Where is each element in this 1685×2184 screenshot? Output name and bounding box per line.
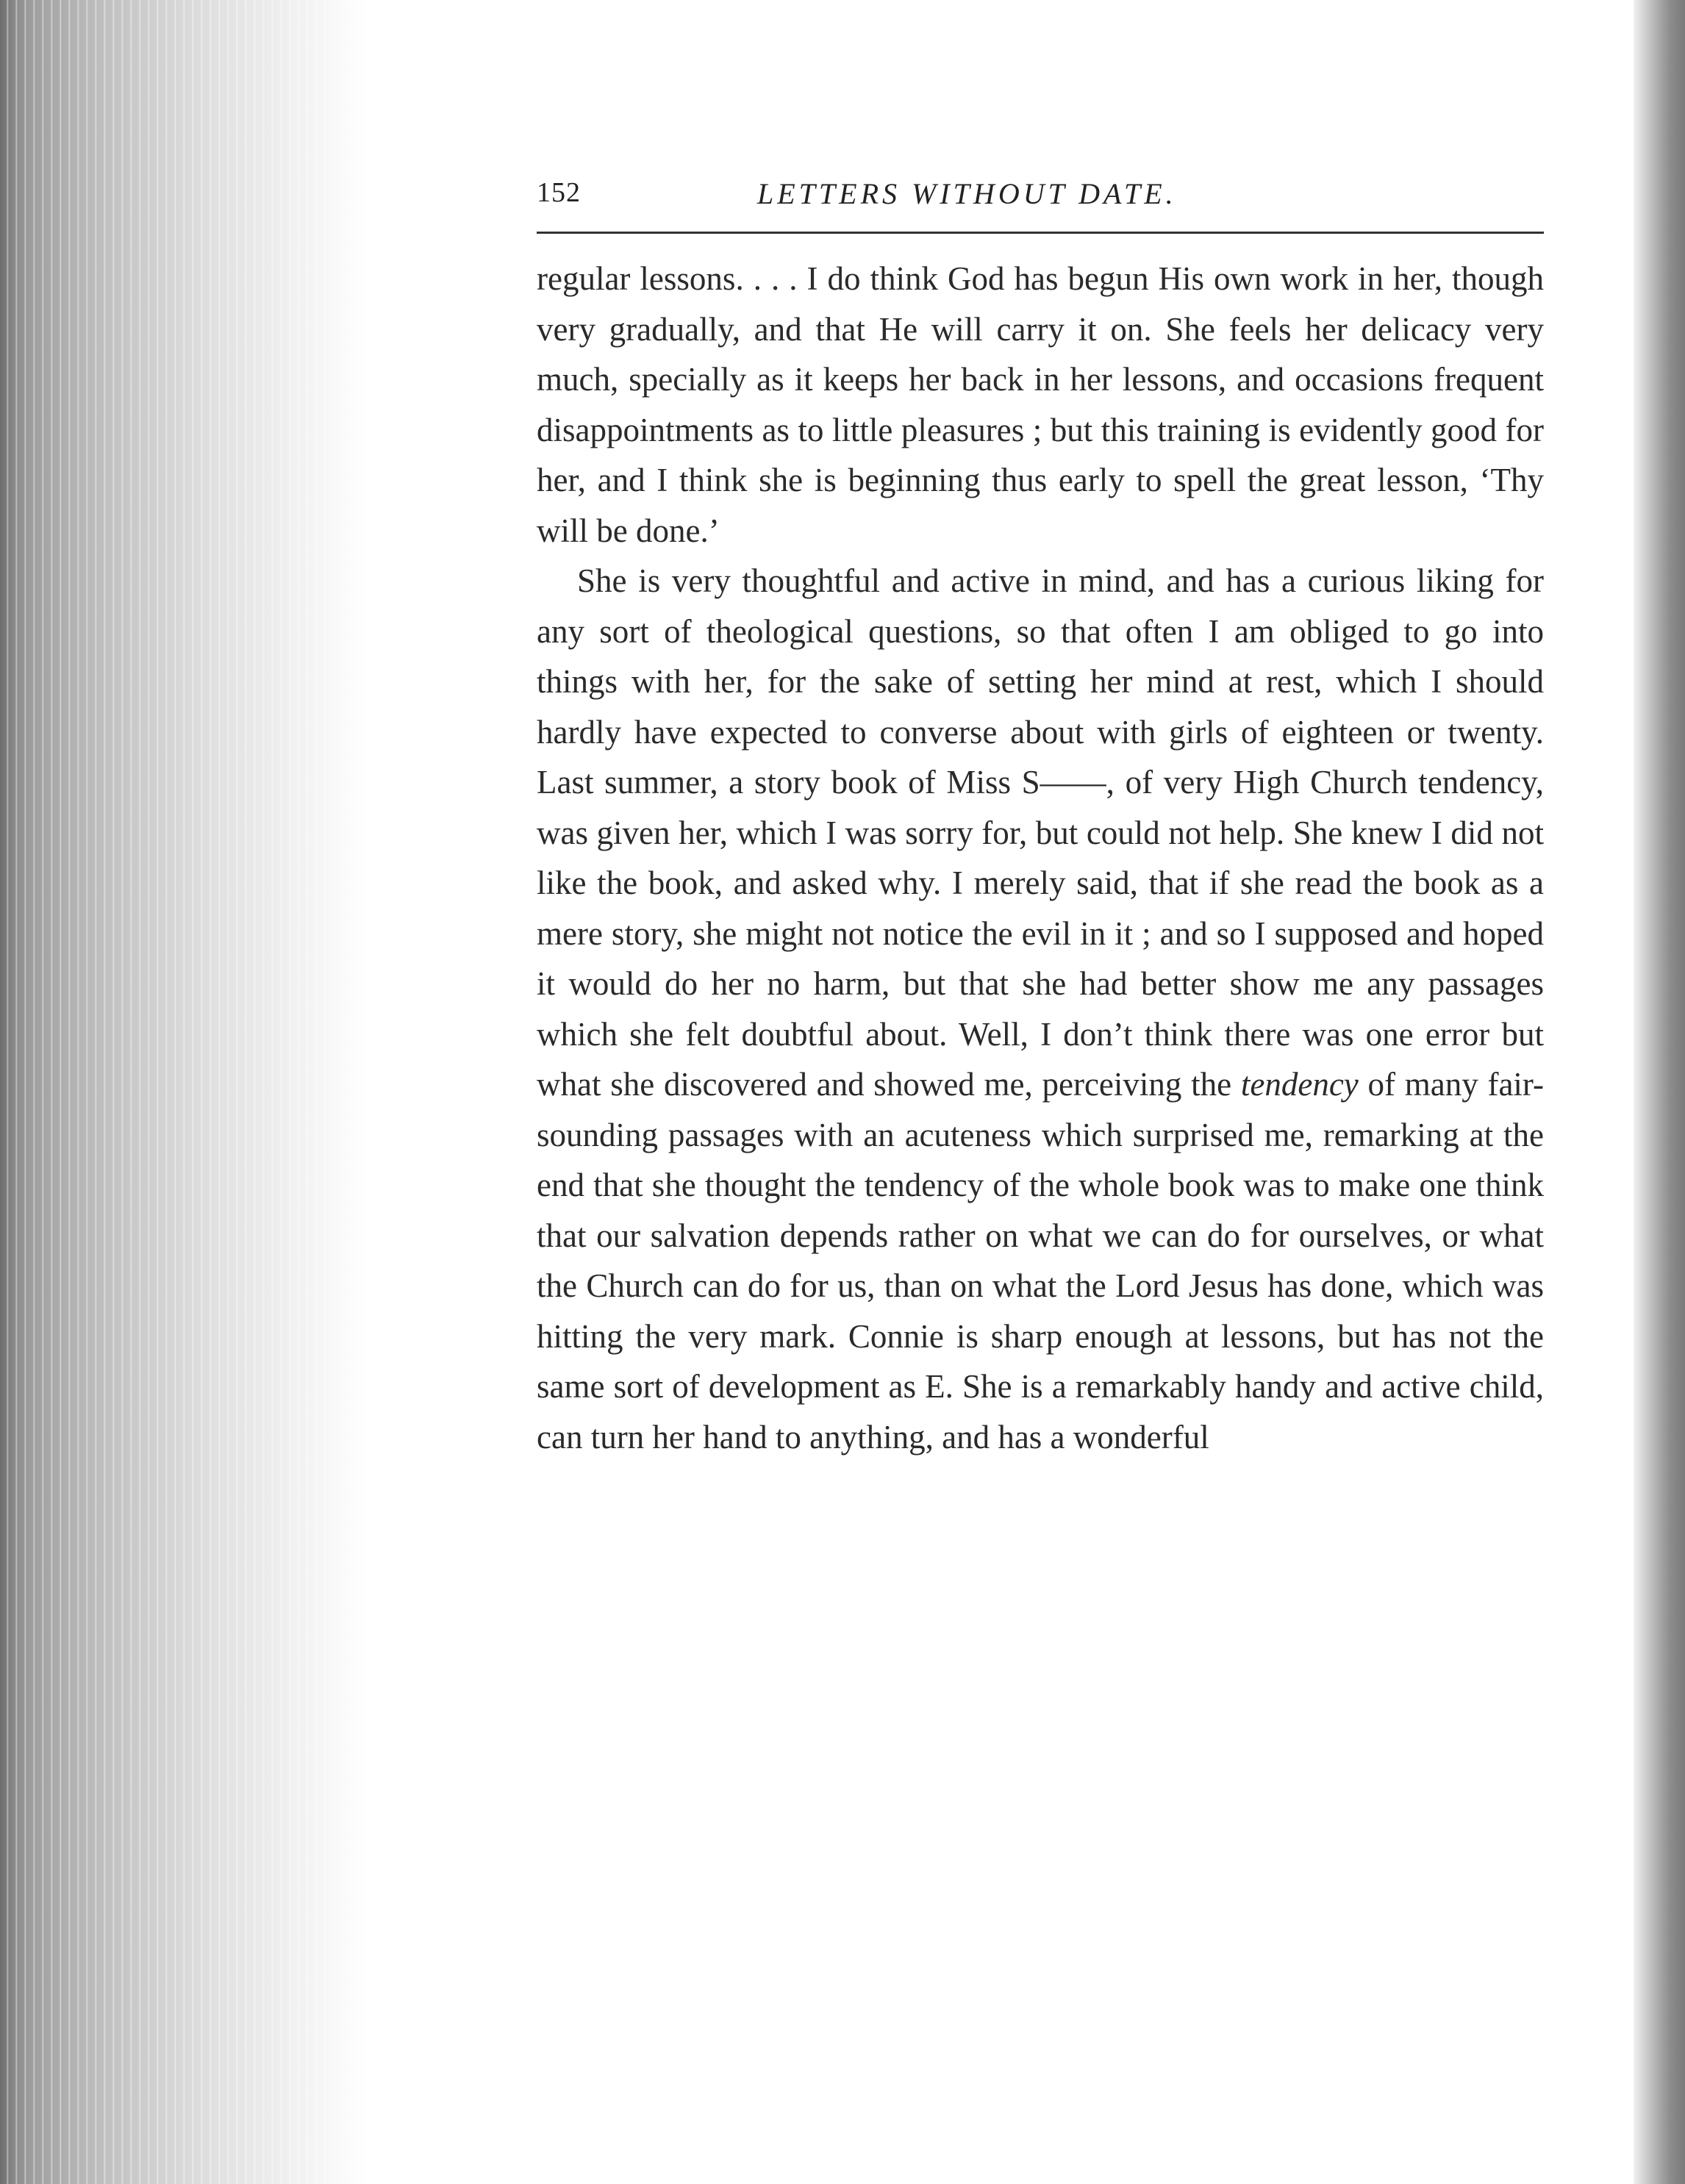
right-page-edge (1634, 0, 1685, 2184)
page-stack-lines (0, 0, 353, 2184)
running-title: LETTERS WITHOUT DATE. (757, 177, 1177, 210)
body-text (537, 254, 1544, 1462)
paragraph-1: regular lessons. . . . I do think God has begun His own work in her, though very gradually, and that He will carry it on. She feels her delicacy very much, specially as it keeps her back in her lessons, and occasions frequent disappointments as to little pleasures ; but this training is evidently good for her, and I think she is beginning thus early to spell the great lesson, ‘Thy will be done.’ (537, 260, 1544, 549)
book-page (368, 0, 1634, 2184)
header-rule (537, 232, 1544, 234)
paragraph-2-part-2: of many fair-sounding passages with an acuteness which surprised me, remarking at the end that she thought the tendency of the whole book was to make one think that our salvation depends rather on what we can do for ourselves, or what the Church can do for us, than on what the Lord Jesus has done, which was hitting the very mark. Connie is sharp enough at lessons, but has not the same sort of development as E. She is a remarkably handy and active child, can turn her hand to anything, and has a wonderful (537, 1066, 1544, 1456)
paragraph-2 (537, 556, 1544, 1462)
page-number: 152 (537, 177, 581, 208)
page-header (537, 176, 1544, 221)
emphasized-word: tendency (1240, 1066, 1359, 1103)
paragraph-2-part-1: She is very thoughtful and active in mind, and has a curious liking for any sort of theological questions, so that often I am obliged to go into things with her, for the sake of setting her mind at rest, which I should hardly have expected to converse about with girls of eighteen or twenty. Last summer, a story book of Miss S——, of very High Church tendency, was given her, which I was sorry for, but could not help. She knew I did not like the book, and asked why. I merely said, that if she read the book as a mere story, she might not notice the evil in it ; and so I supposed and hoped it would do her no harm, but that she had better show me any passages which she felt doubtful about. Well, I don’t think there was one error but what she discovered and showed me, perceiving the (537, 562, 1544, 1103)
